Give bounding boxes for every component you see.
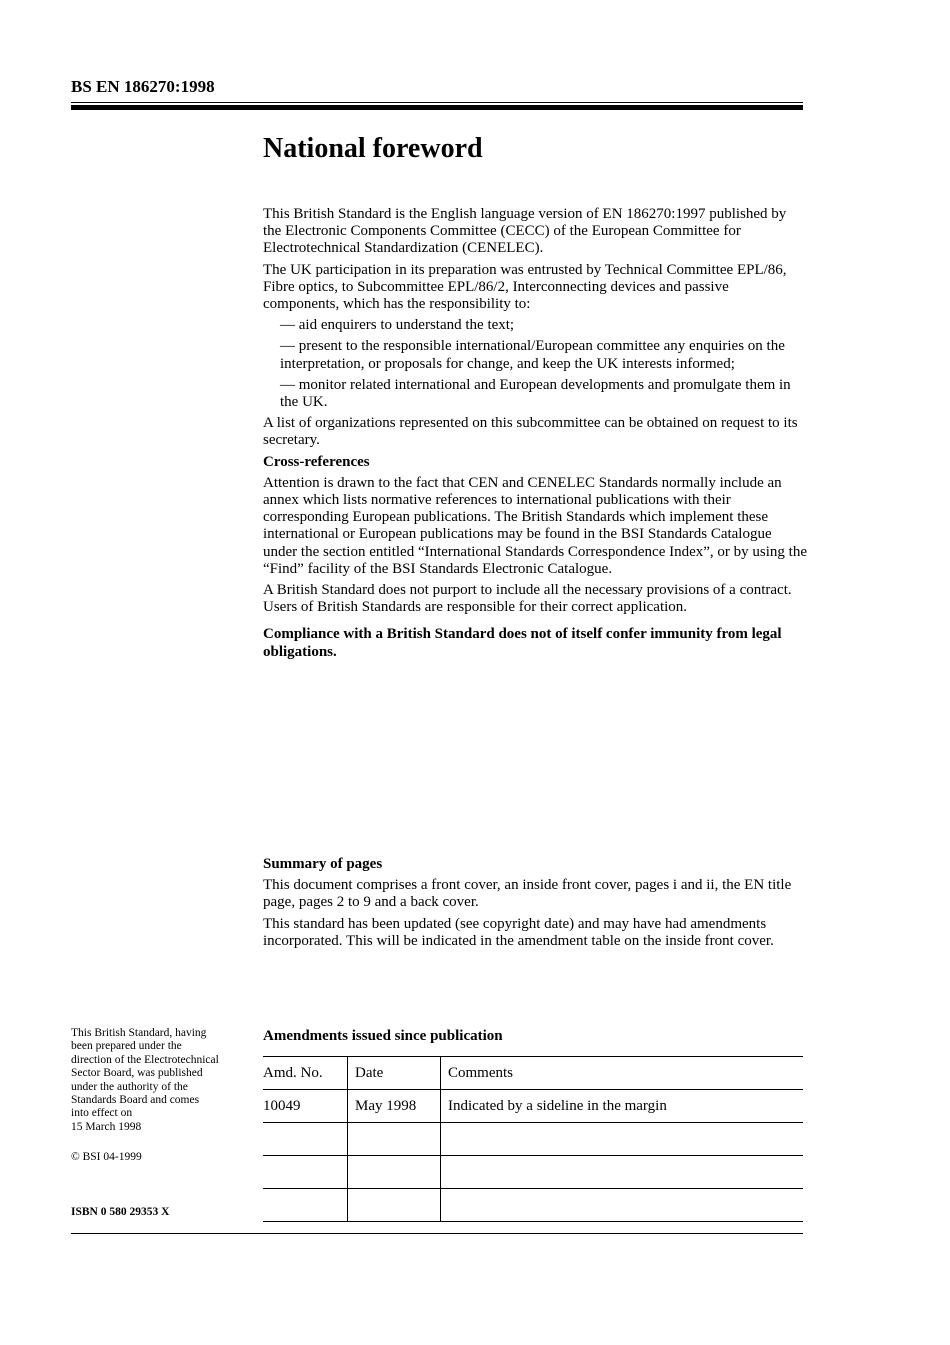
table-row (263, 1156, 803, 1189)
crossref-heading: Cross-references (263, 453, 370, 470)
organizations-paragraph: A list of organizations represented on this subcommittee can be obtained on request to its secretary. (263, 415, 798, 449)
document-id: BS EN 186270:1998 (71, 77, 215, 96)
duty-item: — present to the responsible international/European committee any enquiries on the interpretation, or proposals for change, and keep the UK interests informed; (280, 338, 785, 372)
compliance-statement: Compliance with a British Standard does not of itself confer immunity from legal obligations. (263, 626, 782, 660)
cell-date (348, 1156, 441, 1189)
cell-amd-no (263, 1156, 348, 1189)
table-header-row (263, 1057, 803, 1090)
publication-note (71, 1027, 253, 1134)
intro-paragraph: This British Standard is the English language version of EN 186270:1997 published by the Electronic Components Committee (CECC) of the European Committee for Electrotechnical Standardization (CENELEC). (263, 206, 787, 257)
column-header-comments: Comments (441, 1057, 804, 1090)
cell-comments (441, 1123, 804, 1156)
note-line: Standards Board and comes (71, 1094, 200, 1107)
summary-pages-paragraph: This document comprises a front cover, an inside front cover, pages i and ii, the EN title page, pages 2 to 9 and a back cover. (263, 877, 792, 911)
table-row (263, 1189, 803, 1222)
note-line: 15 March 1998 (71, 1120, 142, 1133)
cell-amd-no (263, 1189, 348, 1222)
summary-heading: Summary of pages (263, 856, 383, 872)
amendments-table (263, 1056, 803, 1222)
amendments-title: Amendments issued since publication (263, 1028, 503, 1044)
duty-item: — monitor related international and European developments and promulgate them in the UK. (280, 376, 791, 411)
crossref-paragraph: Attention is drawn to the fact that CEN and CENELEC Standards normally include an annex which lists normative references to international publications with their corresponding European publications. The British Standards which implement these international or European publications may be found in the BSI Standards Catalogue under the section entitled “International Standards Correspondence Index”, or by using the “Find” facility of the BSI Standards Electronic Catalogue. (263, 474, 807, 577)
duty-item: — aid enquirers to understand the text; (280, 317, 515, 334)
isbn: ISBN 0 580 29353 X (71, 1206, 170, 1218)
header-rule-thin (71, 102, 803, 103)
copyright-notice: © BSI 04-1999 (71, 1151, 142, 1163)
note-line: into effect on (71, 1107, 133, 1120)
note-line: under the authority of the (71, 1080, 188, 1093)
foreword-body (263, 206, 808, 665)
cell-comments (441, 1189, 804, 1222)
cell-comments (441, 1156, 804, 1189)
contract-paragraph: A British Standard does not purport to include all the necessary provisions of a contract. Users of British Standards are responsible for their correct application. (263, 582, 792, 616)
note-line: direction of the Electrotechnical (71, 1053, 219, 1066)
note-line: This British Standard, having (71, 1027, 207, 1039)
cell-amd-no: 10049 (263, 1090, 348, 1123)
footer-rule (71, 1233, 803, 1234)
cell-date (348, 1123, 441, 1156)
note-line: been prepared under the (71, 1040, 182, 1053)
participation-paragraph: The UK participation in its preparation was entrusted by Technical Committee EPL/86, Fibre optics, to Subcommittee EPL/86/2, Interconnecting devices and passive components, which has the responsibility to: (263, 261, 787, 313)
column-header-amd-no: Amd. No. (263, 1057, 348, 1090)
cell-date: May 1998 (348, 1090, 441, 1123)
note-line: Sector Board, was published (71, 1067, 203, 1080)
header-rule-thick (71, 105, 803, 110)
cell-amd-no (263, 1123, 348, 1156)
summary-updated-paragraph: This standard has been updated (see copyright date) and may have had amendments incorporated. This will be indicated in the amendment table on the inside front cover. (263, 915, 774, 949)
cell-date (348, 1189, 441, 1222)
table-row (263, 1090, 803, 1123)
table-row (263, 1123, 803, 1156)
cell-comments: Indicated by a sideline in the margin (441, 1090, 804, 1123)
page-title: National foreword (263, 133, 483, 164)
column-header-date: Date (348, 1057, 441, 1090)
summary-section (263, 856, 808, 954)
